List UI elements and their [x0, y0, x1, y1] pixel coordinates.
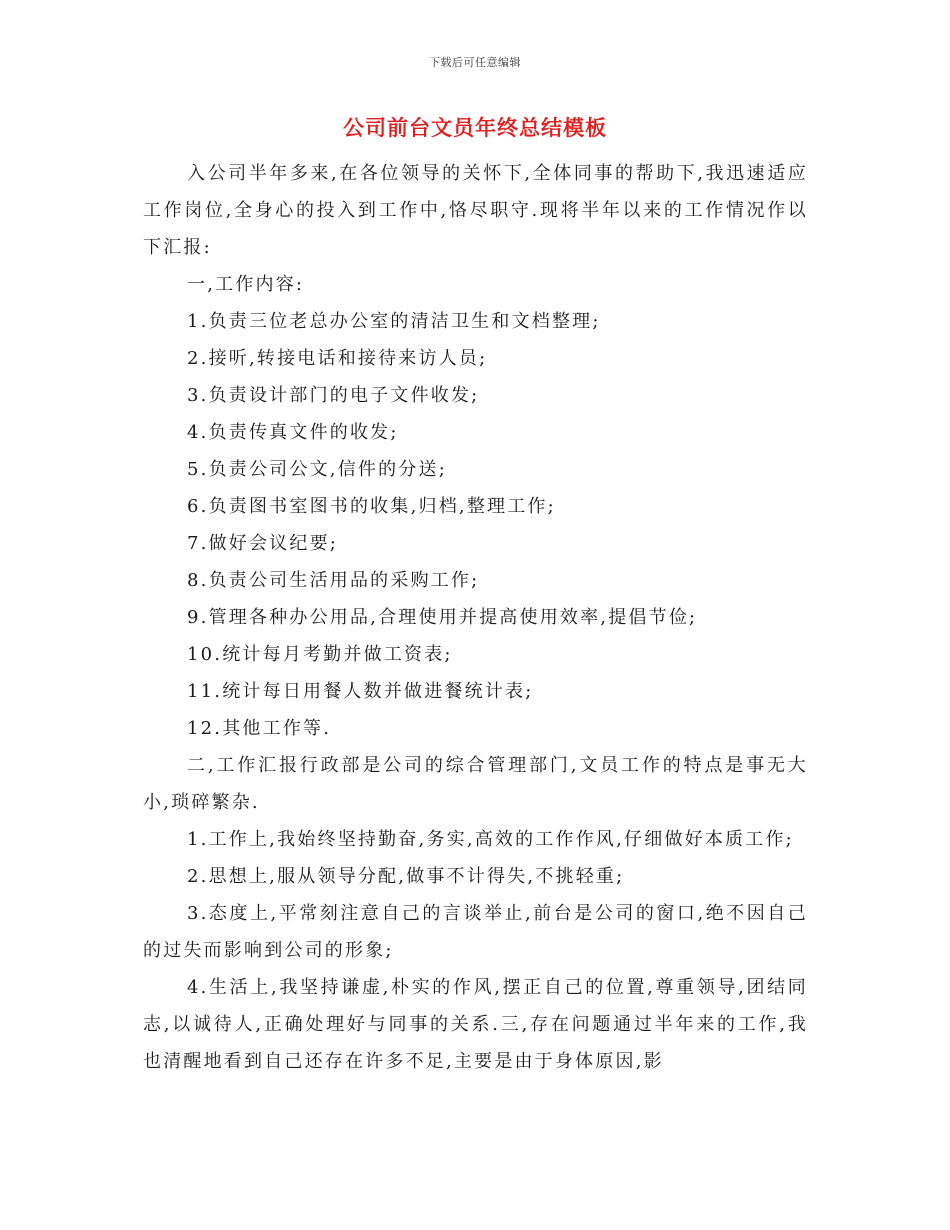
list-item: 7.做好会议纪要;: [187, 533, 339, 554]
list-item: 10.统计每月考勤并做工资表;: [187, 644, 453, 665]
list-item: 9.管理各种办公用品,合理使用并提高使用效率,提倡节俭;: [187, 607, 698, 628]
document-title: 公司前台文员年终总结模板: [343, 116, 607, 140]
document-body: [143, 155, 808, 1080]
list-item: 2.接听,转接电话和接待来访人员;: [187, 348, 488, 369]
list-item: 2.思想上,服从领导分配,做事不计得失,不挑轻重;: [187, 866, 625, 887]
paragraph-intro: 入公司半年多来,在各位领导的关怀下,全体同事的帮助下,我迅速适应工作岗位,全身心的投入到工作中,恪尽职守.现将半年以来的工作情况作以下汇报:: [143, 163, 808, 258]
list-item: 3.负责设计部门的电子文件收发;: [187, 385, 480, 406]
list-item: 11.统计每日用餐人数并做进餐统计表;: [187, 681, 534, 702]
list-item: 3.态度上,平常刻注意自己的言谈举止,前台是公司的窗口,绝不因自己的过失而影响到公司的形象;: [143, 903, 808, 961]
section-heading-work-content: 一,工作内容:: [187, 274, 305, 295]
list-item: 8.负责公司生活用品的采购工作;: [187, 570, 480, 591]
list-item: 12.其他工作等.: [187, 718, 332, 739]
list-item: 1.负责三位老总办公室的清洁卫生和文档整理;: [187, 311, 601, 332]
list-item: 1.工作上,我始终坚持勤奋,务实,高效的工作作风,仔细做好本质工作;: [187, 829, 794, 850]
header-note: 下载后可任意编辑: [429, 56, 521, 69]
section-heading-work-report: 二,工作汇报行政部是公司的综合管理部门,文员工作的特点是事无大小,琐碎繁杂.: [143, 755, 808, 813]
list-item: 6.负责图书室图书的收集,归档,整理工作;: [187, 496, 556, 517]
list-item: 4.生活上,我坚持谦虚,朴实的作风,摆正自己的位置,尊重领导,团结同志,以诚待人,正确处理好与同事的关系.三,存在问题通过半年来的工作,我也清醒地看到自己还存在许多不足,主要是由于身体原因,影: [143, 977, 808, 1072]
list-item: 5.负责公司公文,信件的分送;: [187, 459, 447, 480]
list-item: 4.负责传真文件的收发;: [187, 422, 399, 443]
